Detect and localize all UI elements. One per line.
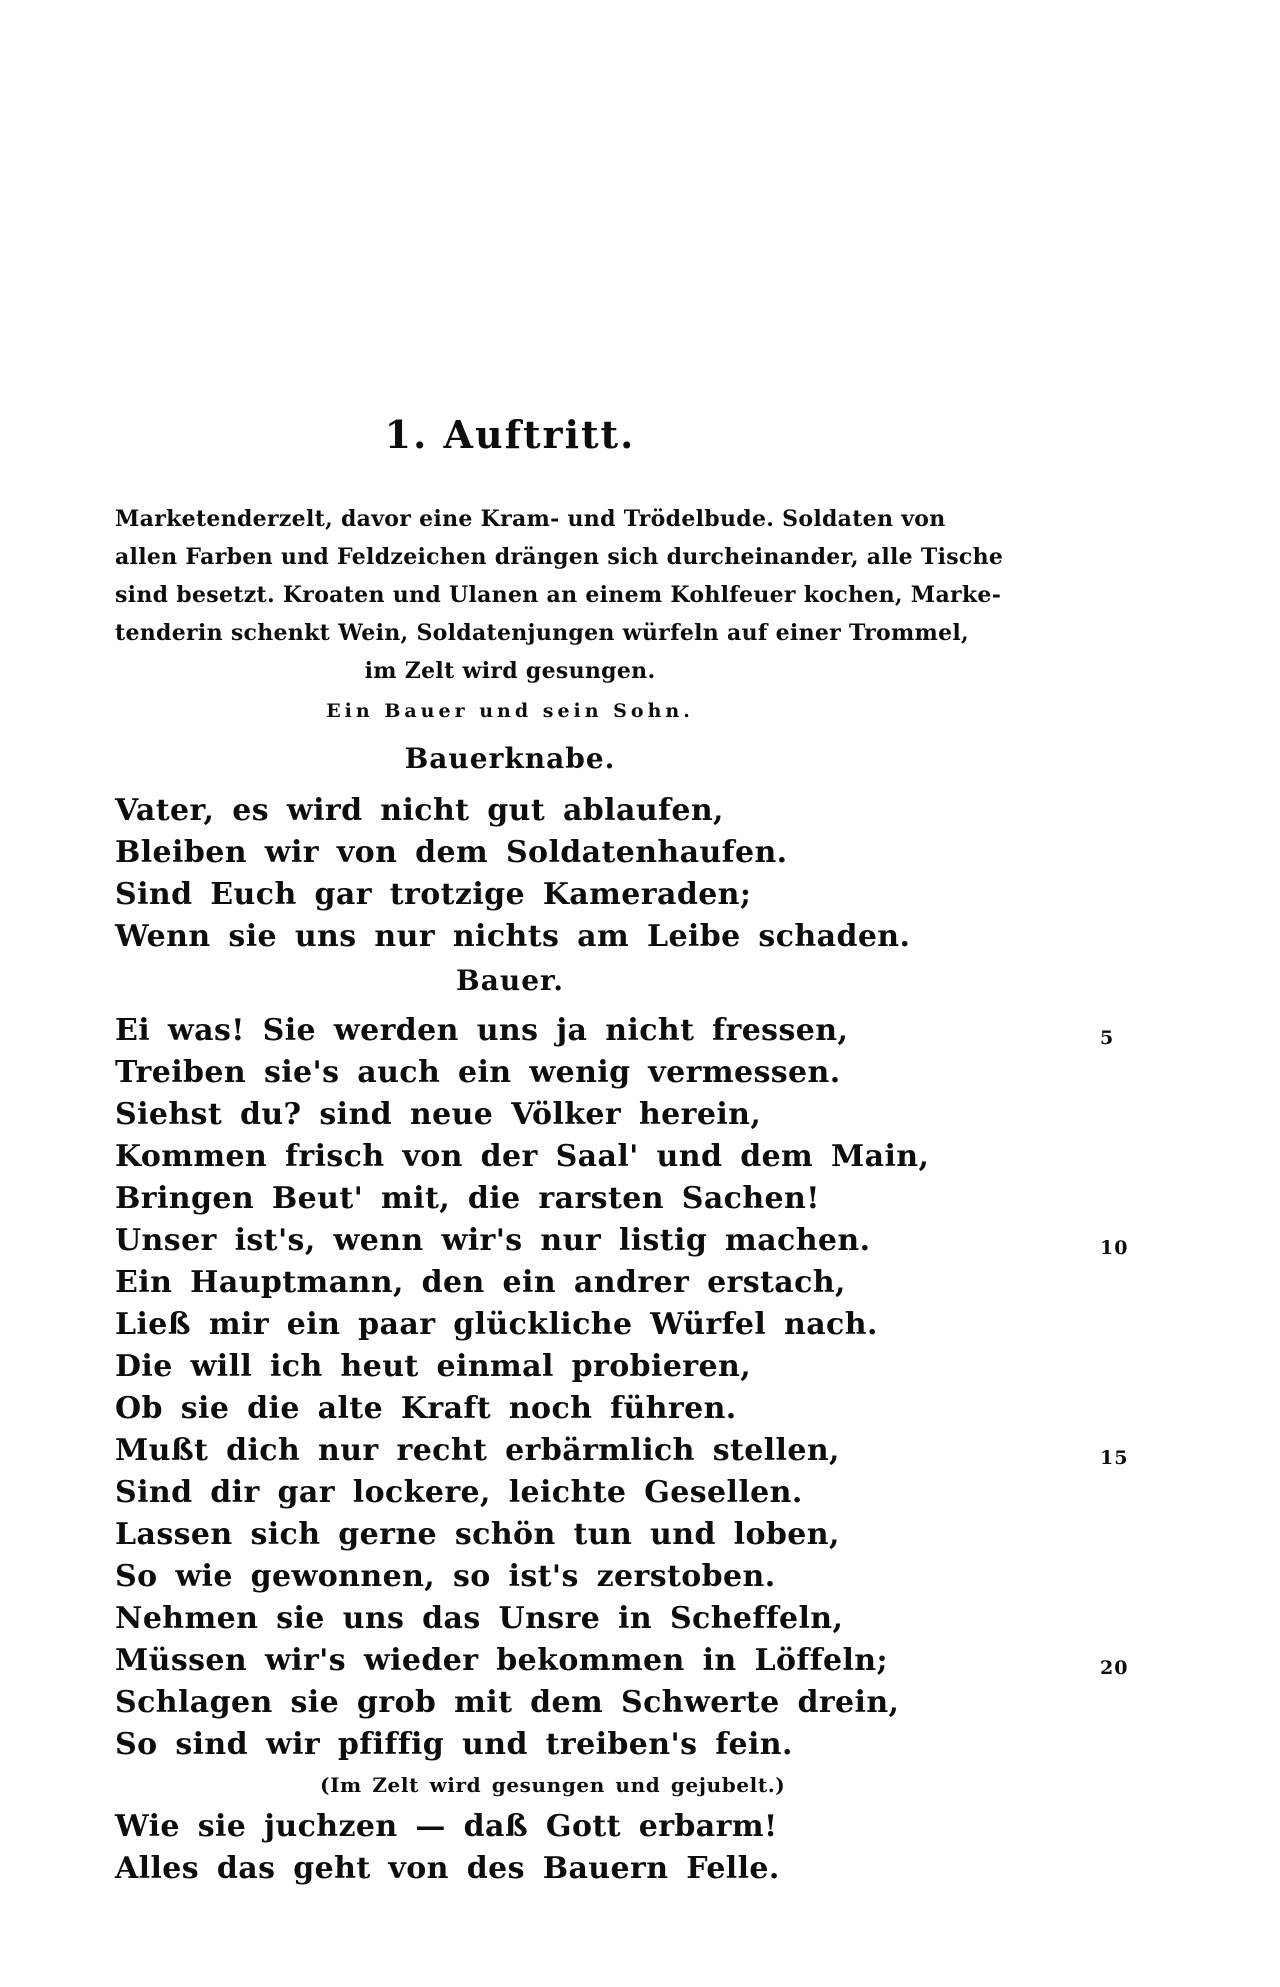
verse-line bbox=[115, 1180, 905, 1222]
persons-line: Ein Bauer und sein Sohn. bbox=[326, 700, 694, 722]
verse-line bbox=[115, 876, 905, 918]
verse-line bbox=[115, 1012, 1115, 1054]
stage-direction-line: sind besetzt. Kroaten und Ulanen an einem Kohlfeuer kochen, Marke- bbox=[115, 582, 1002, 608]
verse-text: Kommen frisch von der Saal' und dem Main, bbox=[115, 1139, 930, 1174]
verse-text: Ob sie die alte Kraft noch führen. bbox=[115, 1391, 737, 1426]
speaker-heading-bauer: Bauer. bbox=[456, 964, 564, 997]
verse-line bbox=[115, 1600, 905, 1642]
speech-bauer bbox=[115, 1012, 1129, 1892]
verse-line bbox=[115, 1684, 905, 1726]
stage-direction-line: Marketenderzelt, davor eine Kram- und Trödelbude. Soldaten von bbox=[115, 506, 946, 532]
verse-line bbox=[115, 1348, 905, 1390]
verse-text: Treiben sie's auch ein wenig vermessen. bbox=[115, 1055, 841, 1090]
verse-text: Nehmen sie uns das Unsre in Scheffeln, bbox=[115, 1601, 844, 1636]
verse-text: Unser ist's, wenn wir's nur listig machen. bbox=[115, 1223, 871, 1258]
verse-text: (Im Zelt wird gesungen und gejubelt.) bbox=[320, 1773, 786, 1797]
verse-line bbox=[115, 1432, 1129, 1474]
opening-stage-direction bbox=[115, 500, 1004, 690]
verse-line bbox=[115, 1642, 1129, 1684]
verse-text: Wie sie juchzen — daß Gott erbarm! bbox=[115, 1809, 778, 1844]
line-number: 20 bbox=[1100, 1657, 1129, 1679]
verse-text: Ein Hauptmann, den ein andrer erstach, bbox=[115, 1265, 846, 1300]
line-number: 5 bbox=[1100, 1027, 1115, 1049]
speech-bauerknabe bbox=[115, 792, 911, 960]
verse-text: Sind Euch gar trotzige Kameraden; bbox=[115, 877, 752, 912]
scene-heading: 1. Auftritt. bbox=[384, 412, 636, 457]
verse-text: Schlagen sie grob mit dem Schwerte drein, bbox=[115, 1685, 900, 1720]
verse-text: Alles das geht von des Bauern Felle. bbox=[115, 1851, 780, 1886]
verse-text: Ei was! Sie werden uns ja nicht fressen, bbox=[115, 1013, 849, 1048]
verse-line bbox=[115, 1390, 905, 1432]
verse-line bbox=[115, 1054, 905, 1096]
verse-text: Vater, es wird nicht gut ablaufen, bbox=[115, 793, 724, 828]
verse-line bbox=[115, 1726, 905, 1768]
verse-text: Bleiben wir von dem Soldatenhaufen. bbox=[115, 835, 788, 870]
verse-line bbox=[115, 918, 911, 960]
stage-direction-line: tenderin schenkt Wein, Soldatenjungen würfeln auf einer Trommel, bbox=[115, 620, 970, 646]
line-number: 10 bbox=[1100, 1237, 1129, 1259]
verse-text: So wie gewonnen, so ist's zerstoben. bbox=[115, 1559, 776, 1594]
verse-line bbox=[115, 1306, 905, 1348]
verse-line bbox=[115, 1138, 930, 1180]
verse-line bbox=[115, 1516, 905, 1558]
verse-line bbox=[115, 1264, 905, 1306]
speaker-heading-bauerknabe: Bauerknabe. bbox=[404, 742, 616, 775]
verse-line bbox=[115, 1768, 905, 1808]
verse-text: Bringen Beut' mit, die rarsten Sachen! bbox=[115, 1181, 820, 1216]
verse-text: Lassen sich gerne schön tun und loben, bbox=[115, 1517, 840, 1552]
verse-line bbox=[115, 1222, 1129, 1264]
verse-line bbox=[115, 1474, 905, 1516]
verse-text: Ließ mir ein paar glückliche Würfel nach. bbox=[115, 1307, 878, 1342]
verse-text: Wenn sie uns nur nichts am Leibe schaden. bbox=[115, 919, 911, 954]
verse-line bbox=[115, 834, 905, 876]
verse-line bbox=[115, 1558, 905, 1600]
verse-line bbox=[115, 1808, 905, 1850]
verse-line bbox=[115, 1850, 905, 1892]
verse-text: Sind dir gar lockere, leichte Gesellen. bbox=[115, 1475, 803, 1510]
verse-text: Müssen wir's wieder bekommen in Löffeln; bbox=[115, 1643, 888, 1678]
verse-line bbox=[115, 792, 905, 834]
verse-line bbox=[115, 1096, 905, 1138]
verse-text: Siehst du? sind neue Völker herein, bbox=[115, 1097, 762, 1132]
line-number: 15 bbox=[1100, 1447, 1129, 1469]
stage-direction-line: allen Farben und Feldzeichen drängen sich durcheinander, alle Tische bbox=[115, 544, 1004, 570]
verse-text: So sind wir pfiffig und treiben's fein. bbox=[115, 1727, 793, 1762]
verse-text: Mußt dich nur recht erbärmlich stellen, bbox=[115, 1433, 840, 1468]
stage-direction-line: im Zelt wird gesungen. bbox=[364, 658, 656, 684]
verse-text: Die will ich heut einmal probieren, bbox=[115, 1349, 752, 1384]
